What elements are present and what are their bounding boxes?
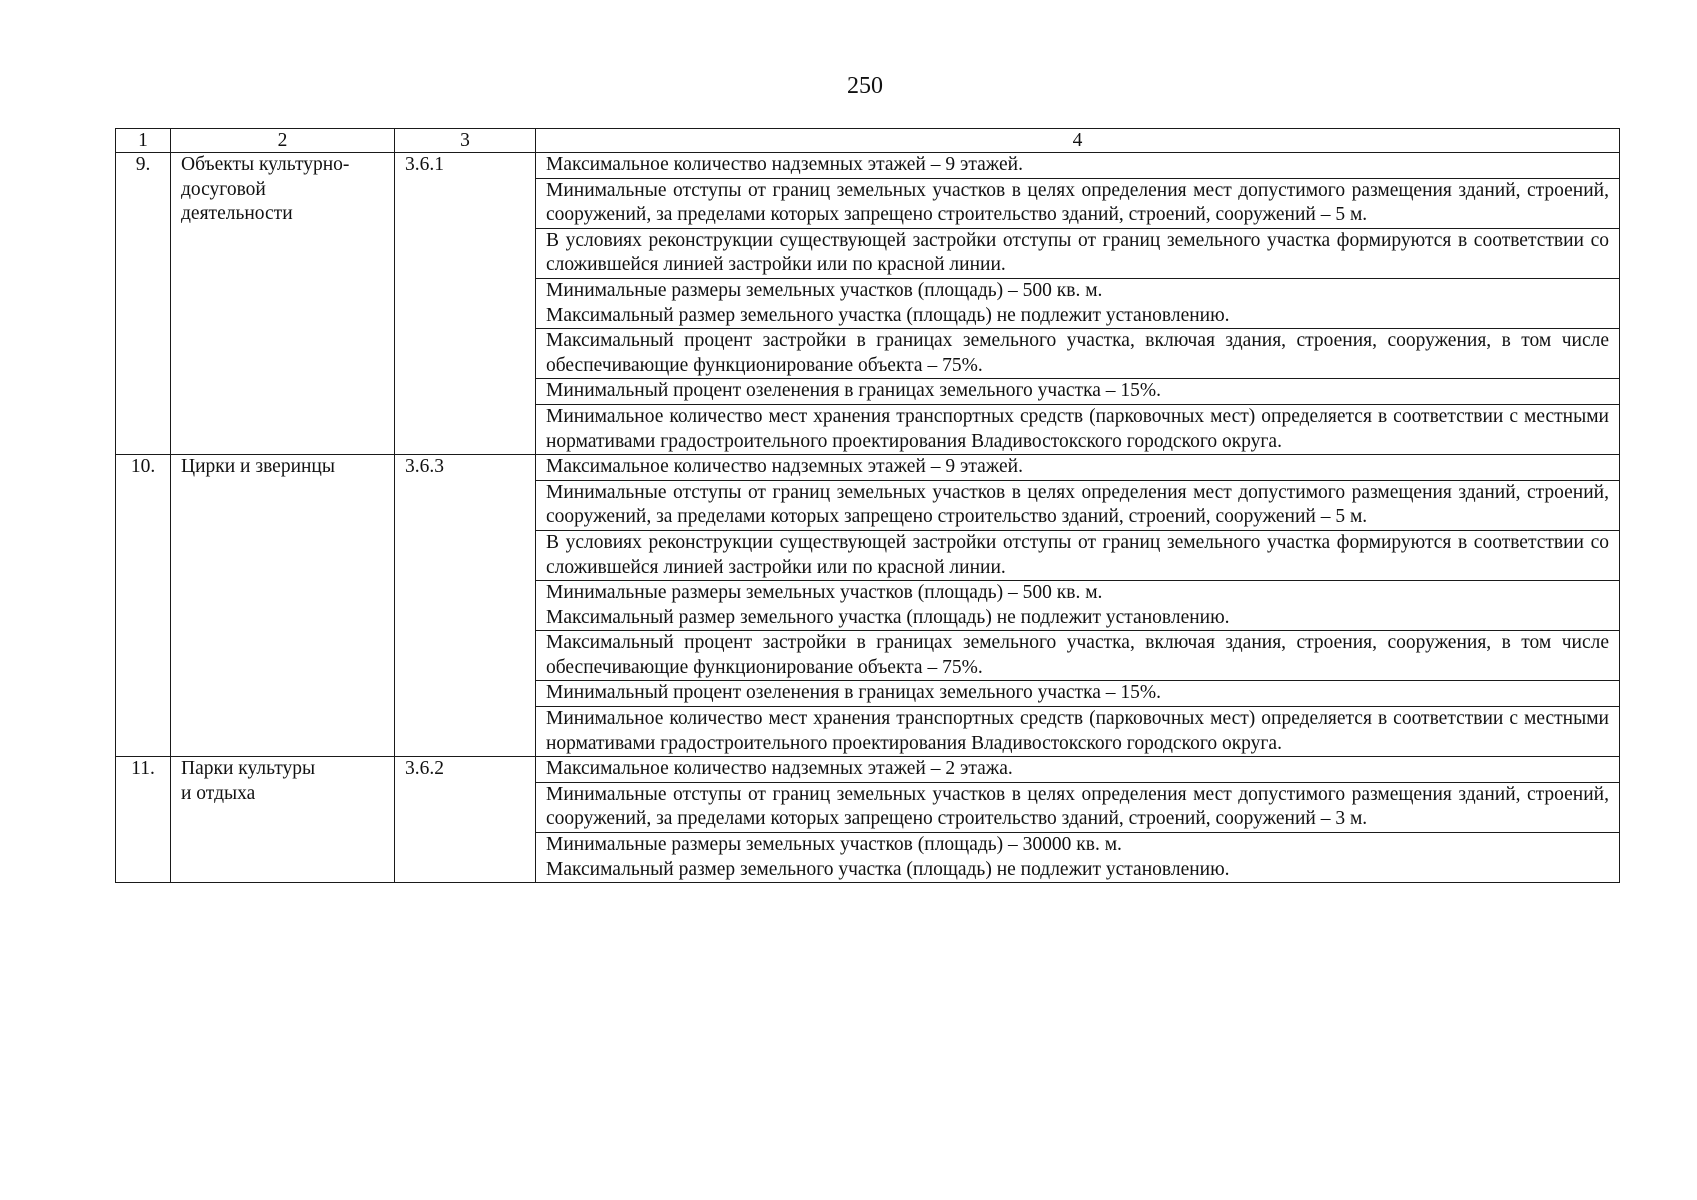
parameter-cell	[536, 707, 1620, 757]
page-number: 250	[847, 73, 883, 99]
parameter-text: Максимальный размер земельного участка (площадь) не подлежит установлению.	[546, 858, 1230, 880]
use-type-name-line: и отдыха	[181, 782, 256, 804]
parameter-text: Максимальное количество надземных этажей – 9 этажей.	[546, 456, 1023, 478]
parameter-cell	[536, 455, 1620, 481]
use-type-code: 3.6.1	[395, 153, 536, 455]
use-type-name	[171, 153, 395, 455]
table-row	[116, 757, 1620, 783]
regulations-table-body	[116, 129, 1620, 883]
parameter-text: Максимальный процент застройки в границах земельного участка, включая здания, строения, сооружения, в том числе обеспечивающие функционирование объекта – 75%.	[546, 330, 1609, 376]
parameter-text: Минимальные отступы от границ земельных участков в целях определения мест допустимого размещения зданий, строений, сооружений, за пределами которых запрещено строительство зданий, строений, сооружений – 5 м.	[546, 481, 1609, 528]
parameter-text: Минимальное количество мест хранения транспортных средств (парковочных мест) определяется в соответствии с местными нормативами градостроительного проектирования Владивостокского городского округа.	[546, 405, 1609, 452]
column-header-1: 1	[116, 129, 171, 153]
parameter-text: Максимальное количество надземных этажей – 9 этажей.	[546, 154, 1023, 175]
parameter-text: Минимальные отступы от границ земельных участков в целях определения мест допустимого размещения зданий, строений, сооружений, за пределами которых запрещено строительство зданий, строений, сооружений – 3 м.	[546, 783, 1609, 830]
parameter-text: Минимальные отступы от границ земельных участков в целях определения мест допустимого размещения зданий, строений, сооружений, за пределами которых запрещено строительство зданий, строений, сооружений – 5 м.	[546, 179, 1609, 226]
column-header-3: 3	[395, 129, 536, 153]
parameter-text: Минимальные размеры земельных участков (площадь) – 500 кв. м.	[546, 279, 1103, 301]
use-type-name-line: Объекты культурно-	[181, 154, 350, 175]
item-number: 10.	[116, 455, 171, 757]
item-number: 9.	[116, 153, 171, 455]
parameter-cell	[536, 782, 1620, 832]
parameter-text: Минимальный процент озеленения в границах земельного участка – 15%.	[546, 380, 1162, 402]
parameter-text: В условиях реконструкции существующей застройки отступы от границ земельного участка формируются в соответствии со сложившейся линией застройки или по красной линии.	[546, 531, 1609, 578]
use-type-name-line: Парки культуры	[181, 758, 316, 780]
parameter-text: Максимальный процент застройки в границах земельного участка, включая здания, строения, сооружения, в том числе обеспечивающие функционирование объекта – 75%.	[546, 632, 1609, 678]
column-header-4: 4	[536, 129, 1620, 153]
parameter-cell	[536, 379, 1620, 405]
parameter-cell	[536, 278, 1620, 328]
parameter-cell	[536, 480, 1620, 530]
use-type-name-line: досуговой	[181, 178, 266, 200]
table-row	[116, 153, 1620, 179]
use-type-name	[171, 757, 395, 883]
parameter-cell	[536, 530, 1620, 580]
parameter-cell	[536, 228, 1620, 278]
table-header-row	[116, 129, 1620, 153]
use-type-name	[171, 455, 395, 757]
use-type-code: 3.6.2	[395, 757, 536, 883]
parameter-text: Минимальные размеры земельных участков (площадь) – 30000 кв. м.	[546, 834, 1122, 856]
parameter-cell	[536, 329, 1620, 379]
parameter-cell	[536, 153, 1620, 179]
regulations-table	[115, 128, 1620, 883]
parameter-text: Минимальные размеры земельных участков (площадь) – 500 кв. м.	[546, 582, 1103, 604]
parameter-cell	[536, 581, 1620, 631]
use-type-name-line: Цирки и зверинцы	[181, 456, 335, 478]
parameter-text: Максимальный размер земельного участка (площадь) не подлежит установлению.	[546, 606, 1230, 628]
item-number: 11.	[116, 757, 171, 883]
parameter-cell	[536, 833, 1620, 883]
parameter-text: В условиях реконструкции существующей застройки отступы от границ земельного участка формируются в соответствии со сложившейся линией застройки или по красной линии.	[546, 229, 1609, 276]
parameter-cell	[536, 631, 1620, 681]
parameter-cell	[536, 178, 1620, 228]
parameter-text: Минимальное количество мест хранения транспортных средств (парковочных мест) определяется в соответствии с местными нормативами градостроительного проектирования Владивостокского городского округа.	[546, 708, 1609, 754]
parameter-text: Максимальное количество надземных этажей – 2 этажа.	[546, 758, 1013, 780]
use-type-name-line: деятельности	[181, 203, 293, 225]
parameter-cell	[536, 681, 1620, 707]
parameter-text: Максимальный размер земельного участка (площадь) не подлежит установлению.	[546, 304, 1230, 326]
use-type-code: 3.6.3	[395, 455, 536, 757]
parameter-text: Минимальный процент озеленения в границах земельного участка – 15%.	[546, 682, 1162, 704]
parameter-cell	[536, 404, 1620, 454]
column-header-2: 2	[171, 129, 395, 153]
parameter-cell	[536, 757, 1620, 783]
table-row	[116, 455, 1620, 481]
